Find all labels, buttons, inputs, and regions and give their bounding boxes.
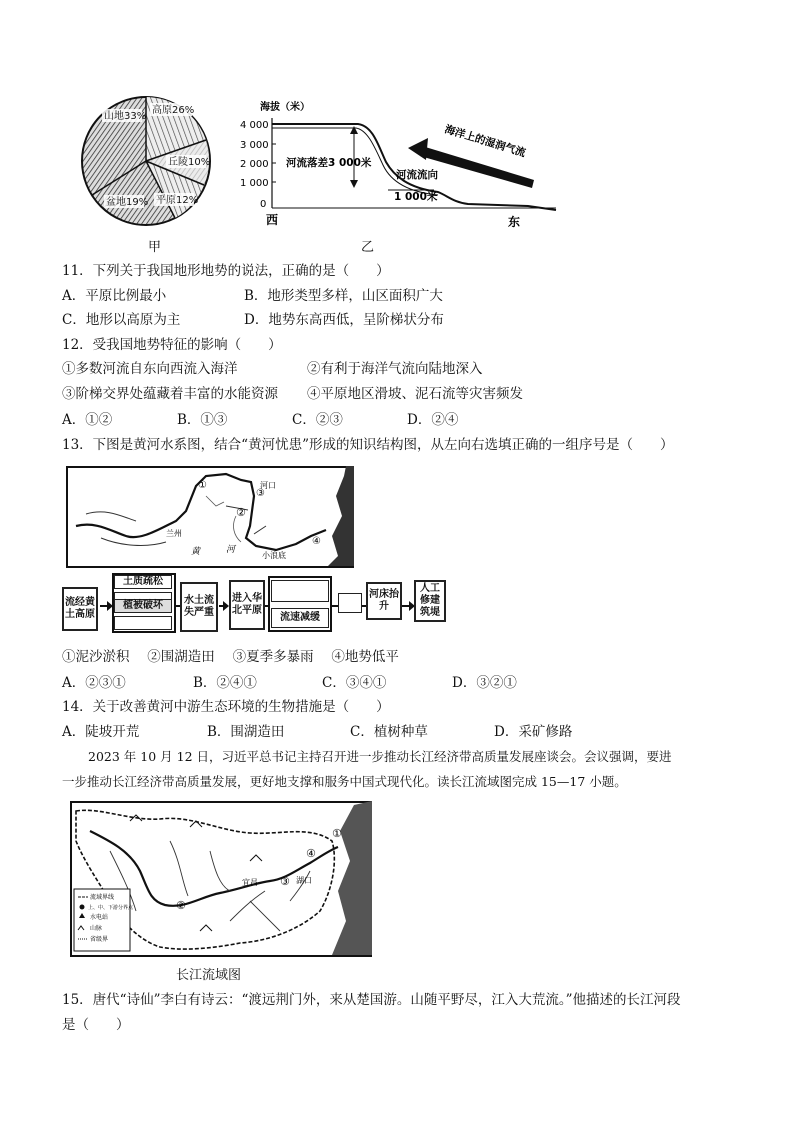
map-place-xiaolangdi: 小浪底 — [262, 551, 286, 560]
q12-stem: 12．受我国地势特征的影响（ ） — [62, 337, 282, 353]
q12-statement-4: ④平原地区滑坡、泥石流等灾害频发 — [307, 386, 523, 402]
flow-box-blank-2[interactable] — [114, 616, 172, 630]
q11-option-b[interactable]: B．地形类型多样，山区面积广大 — [244, 288, 443, 304]
q14-stem: 14．关于改善黄河中游生态环境的生物措施是（ ） — [62, 699, 390, 715]
q13-option-d[interactable]: D．③②① — [452, 675, 517, 691]
q12-option-d[interactable]: D．②④ — [407, 412, 459, 428]
flow-box-blank-3[interactable] — [271, 580, 329, 602]
q12-statement-3: ③阶梯交界处蕴藏着丰富的水能资源 — [62, 386, 278, 402]
yi-moist-label: 海洋上的湿润气流 — [443, 123, 527, 160]
yangtze-marker-4: ④ — [306, 847, 316, 860]
q15-stem-line-1: 15．唐代“诗仙”李白有诗云：“渡远荆门外，来从楚国游。山随平野尽，江入大荒流。”他描述的长江河段 — [62, 992, 681, 1008]
q14-option-a[interactable]: A．陡坡开荒 — [62, 724, 140, 740]
yi-ytick-3000: 3 000 — [240, 140, 269, 151]
q11-option-c[interactable]: C．地形以高原为主 — [62, 312, 181, 328]
place-hukou: 湖口 — [296, 876, 312, 885]
yangtze-map-caption: 长江流域图 — [176, 968, 242, 983]
map-place-hekou: 河口 — [260, 481, 276, 490]
q12-option-a[interactable]: A．①② — [62, 412, 113, 428]
flow-box-loess: 流经黄土高原 — [62, 587, 98, 631]
q14-option-d[interactable]: D．采矿修路 — [494, 724, 573, 740]
pie-label-mountain: 山地33% — [104, 111, 147, 122]
figure-yi-caption: 乙 — [361, 240, 375, 255]
pie-label-plateau: 高原26% — [152, 105, 195, 116]
q14-option-c[interactable]: C．植树种草 — [350, 724, 428, 740]
place-yichang: 宜昌 — [242, 878, 258, 887]
pie-label-basin: 盆地19% — [106, 197, 149, 208]
flow-box-erosion: 水土流失严重 — [180, 582, 218, 632]
yangtze-marker-1: ① — [332, 827, 342, 840]
flow-box-levee: 人工修建筑堤 — [414, 580, 446, 622]
flow-box-blank-4[interactable] — [338, 593, 362, 613]
intro-line-1: 2023 年 10 月 12 日，习近平总书记主持召开进一步推动长江经济带高质量发展座谈会。会议强调，要进 — [88, 749, 672, 764]
yi-west: 西 — [266, 213, 279, 227]
q11-stem: 11．下列关于我国地形地势的说法，正确的是（ ） — [62, 263, 390, 279]
q13-stem: 13．下图是黄河水系图，结合“黄河忧患”形成的知识结构图，从左向右选填正确的一组序号是（ ） — [62, 437, 674, 453]
map-river-char-1: 黄 — [191, 547, 201, 557]
figure-yi — [238, 100, 558, 232]
yangtze-marker-3: ③ — [280, 875, 290, 888]
q13-option-a[interactable]: A．②③① — [62, 675, 126, 691]
map-marker-3: ③ — [256, 488, 265, 499]
flow-box-soil-loose: 土质疏松 — [114, 575, 172, 589]
q11-option-a[interactable]: A．平原比例最小 — [62, 288, 167, 304]
map-marker-1: ① — [198, 480, 207, 491]
q13-choices: ①泥沙淤积 ②围湖造田 ③夏季多暴雨 ④地势低平 — [62, 649, 399, 665]
flow-box-north-china: 进入华北平原 — [229, 580, 265, 630]
yi-dist-label: 1 000米 — [394, 191, 438, 203]
intro-line-2: 一步推动长江经济带高质量发展，更好地支撑和服务中国式现代化。读长江流域图完成 15—17 小题。 — [62, 774, 627, 789]
pie-label-plain: 平原12% — [156, 195, 199, 206]
yangtze-basin-map — [70, 801, 372, 957]
q12-statement-1: ①多数河流自东向西流入海洋 — [62, 361, 238, 377]
flow-box-riverbed: 河床抬升 — [366, 582, 402, 620]
legend-province-border: 省级界 — [90, 936, 109, 943]
map-river-char-2: 河 — [226, 545, 236, 555]
map-marker-2: ② — [236, 506, 246, 519]
legend-reach-points: 上、中、下游分界点 — [88, 905, 134, 911]
q14-option-b[interactable]: B．围湖造田 — [207, 724, 285, 740]
yangtze-marker-2: ② — [176, 899, 186, 912]
figure-jia-caption: 甲 — [148, 240, 162, 255]
q15-stem-line-2: 是（ ） — [62, 1017, 130, 1033]
map-legend — [74, 889, 134, 951]
yi-east: 东 — [508, 215, 521, 229]
q12-option-c[interactable]: C．②③ — [292, 412, 343, 428]
yi-ytick-2000: 2 000 — [240, 159, 269, 170]
legend-mountain: 山脉 — [90, 925, 103, 932]
yi-drop-label: 河流落差3 000米 — [286, 157, 372, 169]
yi-ytick-1000: 1 000 — [240, 178, 269, 189]
flow-box-slow-flow: 流速减缓 — [271, 608, 329, 628]
q11-option-d[interactable]: D．地势东高西低，呈阶梯状分布 — [244, 312, 444, 328]
q12-statement-2: ②有利于海洋气流向陆地深入 — [307, 361, 483, 377]
yi-yaxis-title: 海拔（米） — [260, 102, 310, 113]
figure-jia — [80, 95, 212, 227]
flow-box-vegetation: 植被破坏 — [114, 599, 172, 613]
yi-flow-label: 河流流向 — [396, 169, 438, 181]
q13-option-b[interactable]: B．②④① — [193, 675, 257, 691]
legend-hydropower: 水电站 — [90, 914, 109, 921]
q13-option-c[interactable]: C．③④① — [322, 675, 387, 691]
map-place-lanzhou: 兰州 — [166, 529, 182, 538]
yellow-river-map — [66, 466, 354, 568]
yi-ytick-4000: 4 000 — [240, 120, 269, 131]
yi-ytick-0: 0 — [260, 199, 267, 210]
q12-option-b[interactable]: B．①③ — [177, 412, 228, 428]
legend-basin-boundary: 流域界线 — [90, 894, 115, 901]
map-marker-4: ④ — [312, 536, 321, 547]
terrain-pie-photo — [80, 95, 212, 227]
pie-label-hill: 丘陵10% — [168, 157, 211, 168]
